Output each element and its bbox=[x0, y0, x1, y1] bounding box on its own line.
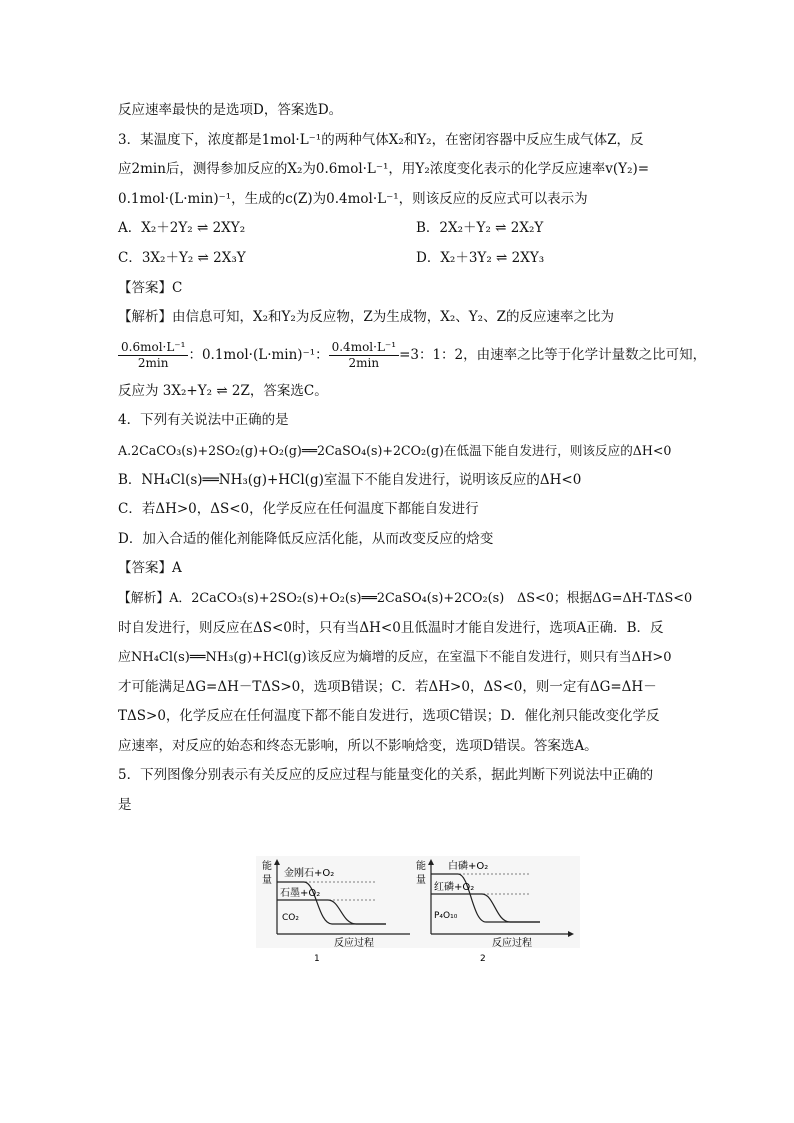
q4-analysis-line: 【解析】A．2CaCO₃(s)+2SO₂(s)+O₂(s)══2CaSO₄(s)+2CO₂(s) ΔS<0；根据ΔG=ΔH-TΔS<0 bbox=[118, 590, 693, 606]
q4-option-b: B．NH₄Cl(s)══NH₃(g)+HCl(g)室温下不能自发进行，说明该反应的ΔH<0 bbox=[118, 471, 582, 488]
label-mid: 红磷+O₂ bbox=[434, 882, 475, 893]
q3-option-d: D．X₂＋3Y₂ ⇌ 2XY₃ bbox=[416, 249, 545, 266]
figure-caption: 1 bbox=[314, 954, 320, 964]
q4-analysis-line: 时自发进行，则反应在ΔS<0时，只有当ΔH<0且低温时才能自发进行，选项A正确．B．反 bbox=[118, 619, 664, 636]
q4-analysis-line: 应速率，对反应的始态和终态无影响，所以不影响焓变，选项D错误。答案选A。 bbox=[118, 737, 598, 754]
q4-option-d: D．加入合适的催化剂能降低反应活化能，从而改变反应的焓变 bbox=[118, 530, 494, 547]
fraction-2-denominator: 2min bbox=[348, 355, 380, 370]
q5-figures bbox=[118, 856, 678, 966]
fraction-2 bbox=[329, 340, 399, 371]
q3-options-row1 bbox=[118, 214, 678, 244]
q3-analysis-line1: 【解析】由信息可知，X₂和Y₂为反应物，Z为生成物，X₂、Y₂、Z的反应速率之比为 bbox=[118, 309, 614, 326]
q4-option-c: C．若ΔH>0，ΔS<0，化学反应在任何温度下都能自发进行 bbox=[118, 501, 479, 518]
energy-diagram-1 bbox=[256, 856, 426, 966]
q3-options-row2 bbox=[118, 244, 678, 274]
fraction-1 bbox=[118, 340, 188, 371]
x-axis-label: 反应过程 bbox=[334, 938, 374, 949]
q4-option-a: A.2CaCO₃(s)+2SO₂(g)+O₂(g)══2CaSO₄(s)+2CO₂(g)在低温下能自发进行，则该反应的ΔH<0 bbox=[118, 442, 672, 458]
ylabel-top: 能 bbox=[262, 861, 272, 872]
fraction-tail-text: =3：1：2，由速率之比等于化学计量数之比可知， bbox=[399, 346, 707, 363]
q4-analysis-line: 应NH₄Cl(s)══NH₃(g)+HCl(g)该反应为熵增的反应，在室温下不能自发进行，则只有当ΔH>0 bbox=[118, 650, 672, 666]
fraction-middle-text: ：0.1mol·(L·min)⁻¹： bbox=[188, 346, 329, 363]
q3-stem-line2: 应2min后，测得参加反应的X₂为0.6mol·L⁻¹，用Y₂浓度变化表示的化学反应速率v(Y₂)= bbox=[118, 161, 650, 178]
q3-analysis-line3: 反应为 3X₂+Y₂ ⇌ 2Z，答案选C。 bbox=[118, 382, 328, 399]
energy-diagram-2 bbox=[410, 856, 580, 966]
q5-stem-line1: 5．下列图像分别表示有关反应的反应过程与能量变化的关系，据此判断下列说法中正确的 bbox=[118, 767, 654, 784]
q3-stem-line3: 0.1mol·(L·min)⁻¹，生成的c(Z)为0.4mol·L⁻¹，则该反应的反应式可以表示为 bbox=[118, 190, 588, 207]
q5-stem-line2: 是 bbox=[118, 797, 132, 814]
label-mid: 石墨+O₂ bbox=[280, 888, 321, 899]
label-top: 金刚石+O₂ bbox=[284, 868, 335, 879]
label-top: 白磷+O₂ bbox=[448, 861, 489, 872]
ylabel-bottom: 量 bbox=[416, 875, 426, 886]
q3-option-b: B．2X₂＋Y₂ ⇌ 2X₂Y bbox=[416, 220, 544, 237]
fraction-1-numerator: 0.6mol·L⁻¹ bbox=[118, 340, 188, 356]
q4-analysis-line: TΔS>0，化学反应在任何温度下都不能自发进行，选项C错误；D．催化剂只能改变化学反 bbox=[118, 708, 660, 725]
fraction-1-denominator: 2min bbox=[137, 355, 169, 370]
q3-answer: 【答案】C bbox=[118, 279, 183, 296]
fraction-2-numerator: 0.4mol·L⁻¹ bbox=[329, 340, 399, 356]
label-bottom: CO₂ bbox=[282, 913, 299, 923]
q3-option-a: A．X₂＋2Y₂ ⇌ 2XY₂ bbox=[118, 220, 246, 237]
text-line: 反应速率最快的是选项D，答案选D。 bbox=[118, 102, 343, 118]
q3-option-c: C．3X₂＋Y₂ ⇌ 2X₃Y bbox=[118, 249, 246, 266]
label-bottom: P₄O₁₀ bbox=[434, 911, 458, 921]
ylabel-top: 能 bbox=[416, 861, 426, 872]
q3-analysis-fraction-line bbox=[118, 333, 707, 377]
q4-stem: 4．下列有关说法中正确的是 bbox=[118, 412, 289, 429]
q4-analysis-line: 才可能满足ΔG=ΔH－TΔS>0，选项B错误；C．若ΔH>0，ΔS<0，则一定有ΔG=ΔH－ bbox=[118, 678, 657, 695]
figure-caption: 2 bbox=[480, 954, 486, 964]
document-body bbox=[118, 96, 707, 964]
q4-answer: 【答案】A bbox=[118, 560, 182, 577]
q3-stem-line1: 3．某温度下，浓度都是1mol·L⁻¹的两种气体X₂和Y₂，在密闭容器中反应生成气体Z，反 bbox=[118, 131, 644, 148]
ylabel-bottom: 量 bbox=[262, 875, 272, 886]
x-axis-label: 反应过程 bbox=[492, 938, 532, 949]
